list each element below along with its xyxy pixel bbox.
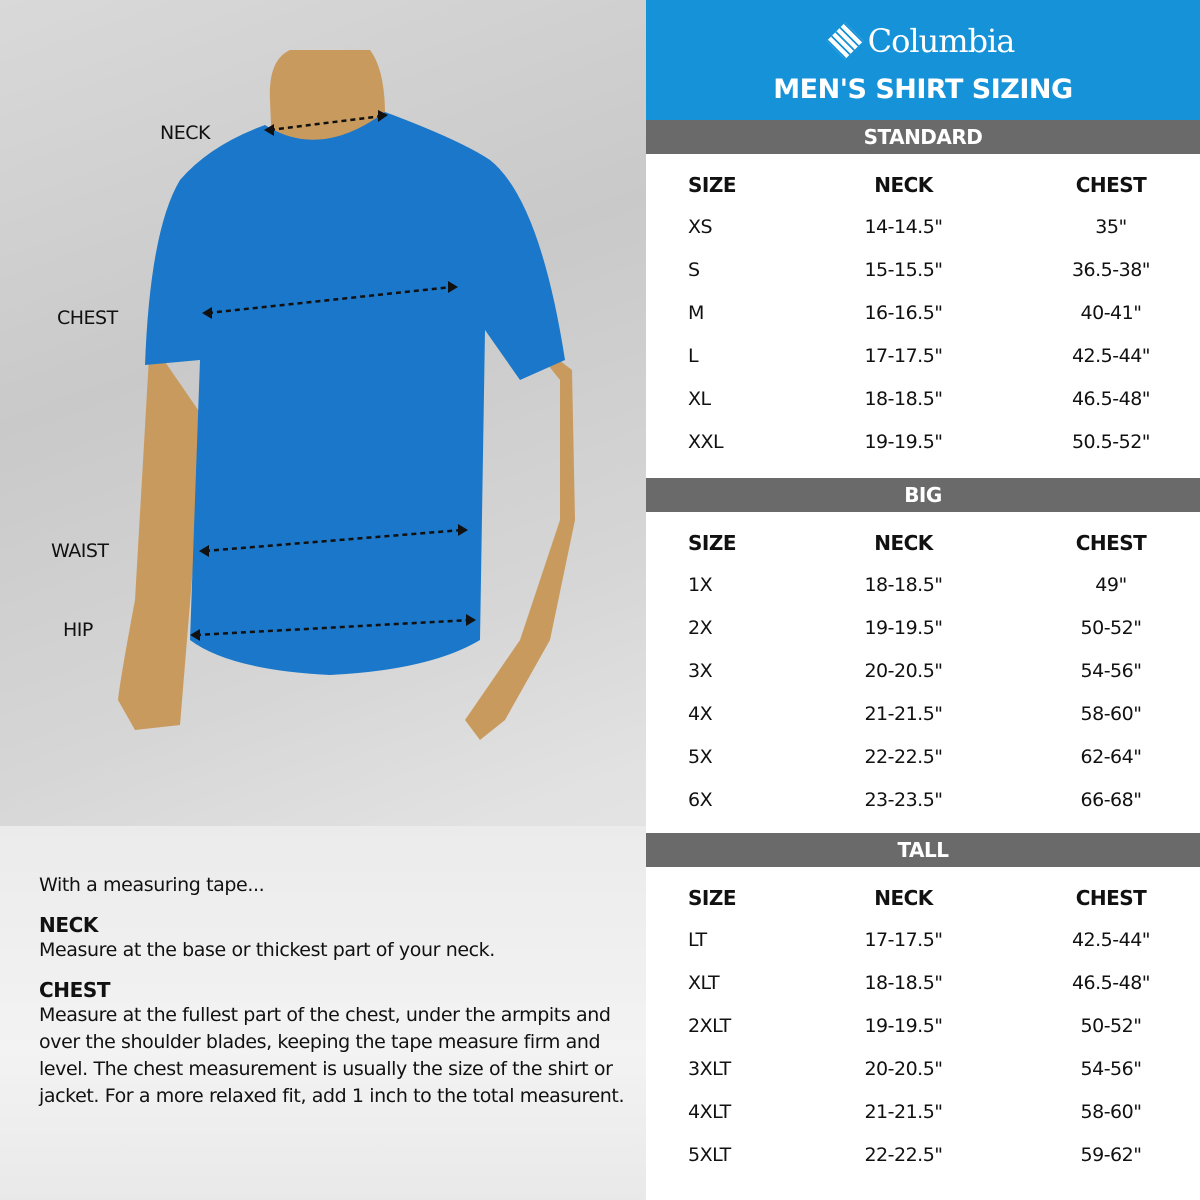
- neck-cell: 17-17.5": [864, 929, 943, 951]
- size-cell: S: [688, 259, 700, 281]
- chest-cell: 35": [1095, 216, 1127, 238]
- neck-cell: 18-18.5": [864, 388, 943, 410]
- size-table-tall: [646, 878, 1200, 1179]
- size-cell: 1X: [688, 574, 713, 596]
- instructions-intro: With a measuring tape...: [39, 874, 265, 896]
- chest-cell: 49": [1095, 574, 1127, 596]
- size-cell: 5X: [688, 746, 713, 768]
- size-cell: 4XLT: [688, 1101, 731, 1123]
- neck-cell: 18-18.5": [864, 972, 943, 994]
- size-cell: 6X: [688, 789, 713, 811]
- size-cell: 3XLT: [688, 1058, 731, 1080]
- size-cell: XLT: [688, 972, 720, 994]
- size-cell: 2XLT: [688, 1015, 731, 1037]
- neck-cell: 20-20.5": [864, 660, 943, 682]
- size-cell: XXL: [688, 431, 724, 453]
- size-cell: SIZE: [688, 531, 737, 555]
- size-cell: L: [688, 345, 699, 367]
- table-row: [646, 781, 1200, 824]
- size-chart-panel: [646, 0, 1200, 1200]
- neck-label: NECK: [160, 122, 210, 144]
- size-cell: SIZE: [688, 173, 737, 197]
- chart-title: MEN'S SHIRT SIZING: [773, 74, 1073, 105]
- measuring-instructions: [39, 872, 629, 1110]
- chest-cell: 46.5-48": [1071, 388, 1151, 410]
- chest-cell: 46.5-48": [1071, 972, 1151, 994]
- table-row: [646, 380, 1200, 423]
- neck-heading: NECK: [39, 913, 98, 937]
- table-header-row: [646, 165, 1200, 208]
- chest-cell: 42.5-44": [1071, 929, 1151, 951]
- size-cell: 3X: [688, 660, 713, 682]
- chest-cell: 50-52": [1080, 617, 1142, 639]
- chest-cell: CHEST: [1075, 173, 1147, 197]
- table-row: [646, 294, 1200, 337]
- size-cell: 2X: [688, 617, 713, 639]
- size-cell: XL: [688, 388, 711, 410]
- chest-label: CHEST: [57, 307, 118, 329]
- table-row: [646, 652, 1200, 695]
- brand-name: Columbia: [867, 22, 1015, 60]
- table-row: [646, 208, 1200, 251]
- chest-cell: 58-60": [1080, 703, 1142, 725]
- chest-instructions: Measure at the fullest part of the chest, under the armpits and over the shoulder blades, keeping the tape measure firm and level. The chest measurement is usually the size of the shirt or jacket. For a more relaxed fit, add 1 inch to the total measurent.: [39, 1004, 625, 1107]
- chest-cell: 58-60": [1080, 1101, 1142, 1123]
- table-row: [646, 738, 1200, 781]
- neck-cell: 15-15.5": [864, 259, 943, 281]
- neck-cell: NECK: [874, 531, 933, 555]
- neck-cell: 14-14.5": [864, 216, 943, 238]
- chest-cell: 54-56": [1080, 660, 1142, 682]
- neck-cell: 23-23.5": [864, 789, 943, 811]
- table-row: [646, 337, 1200, 380]
- neck-cell: 18-18.5": [864, 574, 943, 596]
- size-cell: SIZE: [688, 886, 737, 910]
- table-row: [646, 609, 1200, 652]
- size-cell: M: [688, 302, 704, 324]
- chest-cell: 36.5-38": [1071, 259, 1151, 281]
- chest-cell: 40-41": [1080, 302, 1142, 324]
- shirt-illustration: [0, 0, 646, 826]
- table-header-row: [646, 878, 1200, 921]
- hip-label: HIP: [63, 619, 93, 641]
- neck-cell: 16-16.5": [864, 302, 943, 324]
- size-cell: 5XLT: [688, 1144, 731, 1166]
- size-table-big: [646, 523, 1200, 824]
- neck-cell: 22-22.5": [864, 746, 943, 768]
- section-header-tall: TALL: [646, 833, 1200, 867]
- size-cell: 4X: [688, 703, 713, 725]
- table-row: [646, 566, 1200, 609]
- table-row: [646, 1136, 1200, 1179]
- waist-label: WAIST: [51, 540, 109, 562]
- neck-cell: 19-19.5": [864, 1015, 943, 1037]
- size-cell: XS: [688, 216, 713, 238]
- size-table-standard: [646, 165, 1200, 466]
- neck-instructions: Measure at the base or thickest part of your neck.: [39, 939, 495, 961]
- table-row: [646, 1050, 1200, 1093]
- table-row: [646, 1093, 1200, 1136]
- neck-cell: 17-17.5": [864, 345, 943, 367]
- section-header-big: BIG: [646, 478, 1200, 512]
- neck-cell: 20-20.5": [864, 1058, 943, 1080]
- chest-cell: 66-68": [1080, 789, 1142, 811]
- chest-cell: CHEST: [1075, 531, 1147, 555]
- chest-cell: 50.5-52": [1071, 431, 1151, 453]
- table-row: [646, 964, 1200, 1007]
- chest-cell: 59-62": [1080, 1144, 1142, 1166]
- table-header-row: [646, 523, 1200, 566]
- neck-cell: 19-19.5": [864, 617, 943, 639]
- chest-cell: 42.5-44": [1071, 345, 1151, 367]
- neck-cell: 22-22.5": [864, 1144, 943, 1166]
- table-row: [646, 251, 1200, 294]
- brand-logo: [646, 22, 1200, 60]
- chest-cell: 54-56": [1080, 1058, 1142, 1080]
- chest-heading: CHEST: [39, 978, 111, 1002]
- table-row: [646, 695, 1200, 738]
- table-row: [646, 921, 1200, 964]
- neck-cell: 21-21.5": [864, 703, 943, 725]
- chest-cell: 62-64": [1080, 746, 1142, 768]
- columbia-diamond-icon: [826, 23, 863, 60]
- chest-cell: CHEST: [1075, 886, 1147, 910]
- table-row: [646, 423, 1200, 466]
- neck-cell: 19-19.5": [864, 431, 943, 453]
- neck-cell: 21-21.5": [864, 1101, 943, 1123]
- chest-cell: 50-52": [1080, 1015, 1142, 1037]
- neck-cell: NECK: [874, 173, 933, 197]
- table-row: [646, 1007, 1200, 1050]
- neck-cell: NECK: [874, 886, 933, 910]
- chart-header: [646, 0, 1200, 121]
- size-cell: LT: [688, 929, 707, 951]
- section-header-standard: STANDARD: [646, 120, 1200, 154]
